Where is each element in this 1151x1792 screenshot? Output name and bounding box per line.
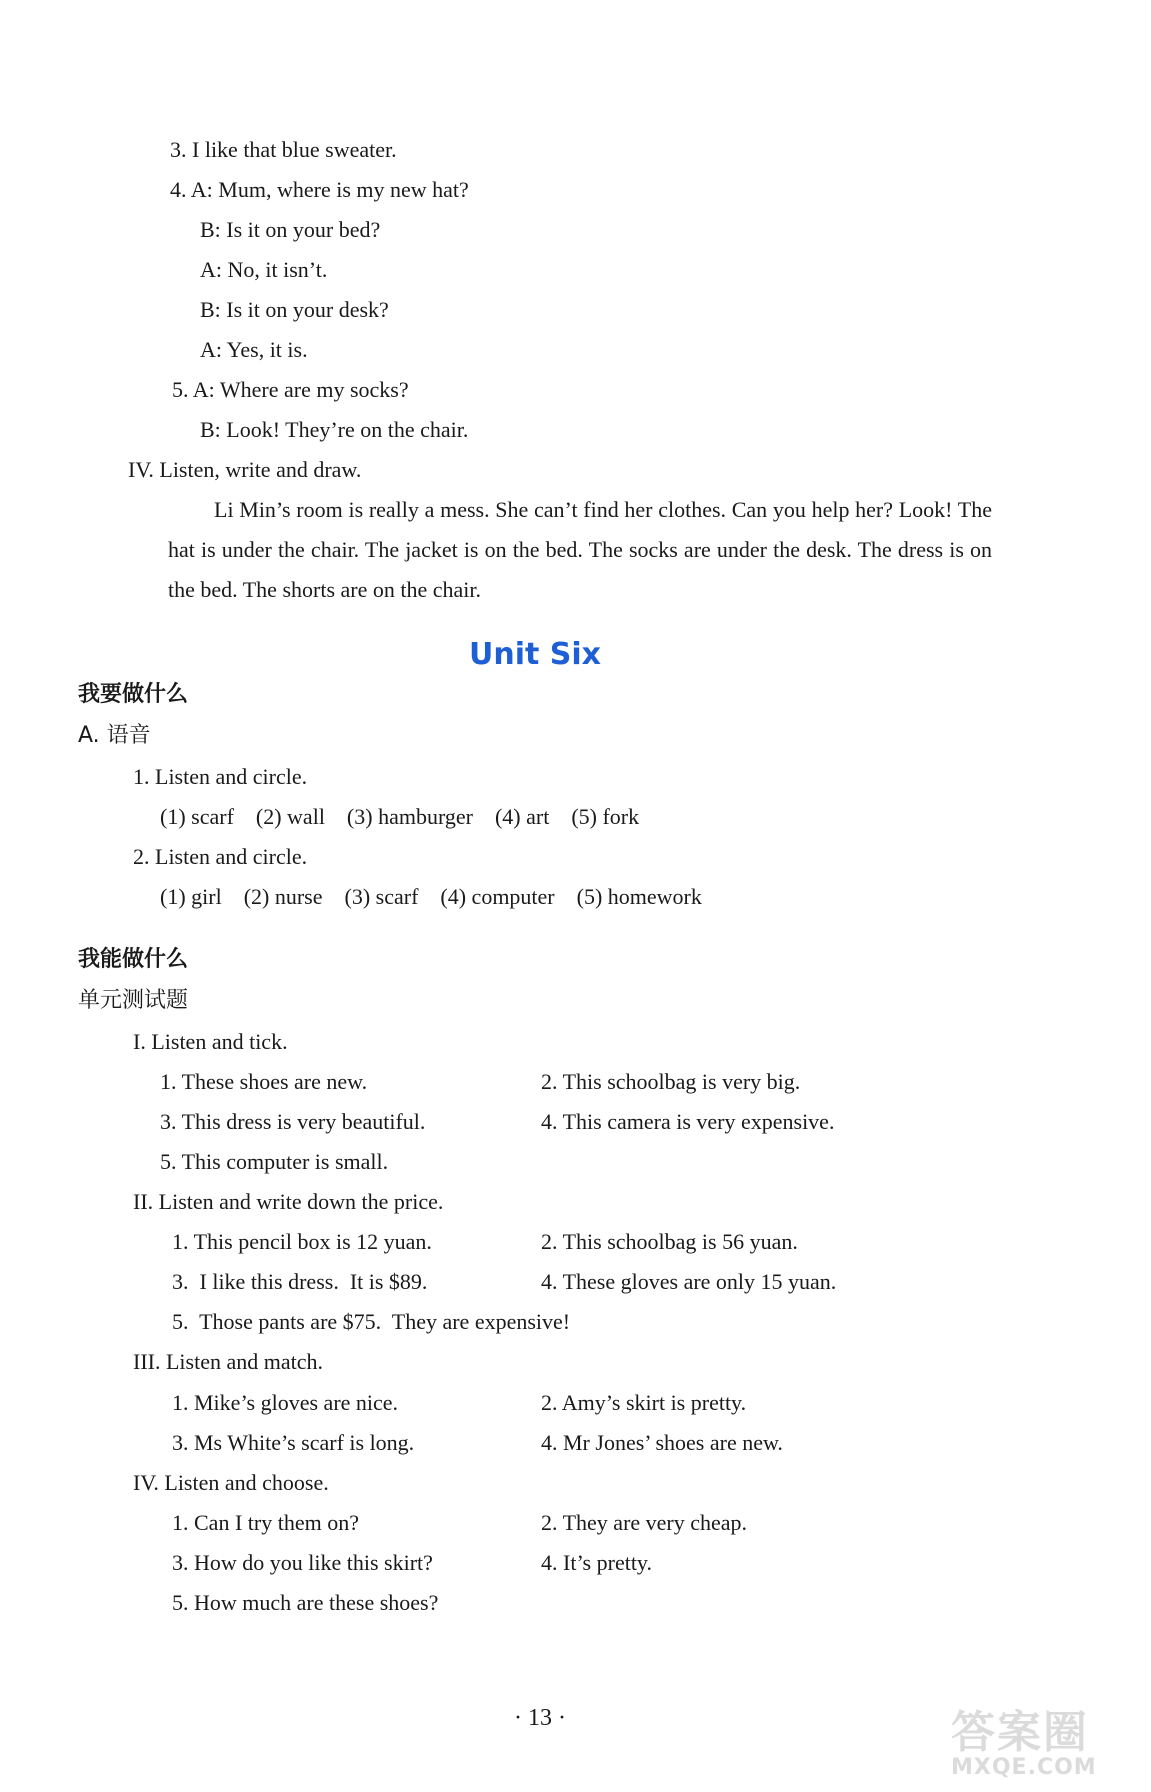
answer-line-4e: A: Yes, it is.: [200, 337, 308, 362]
answer-line-5a: 5. A: Where are my socks?: [172, 377, 409, 402]
answer-line-4d: B: Is it on your desk?: [200, 297, 389, 322]
test-i-item-5: 5. This computer is small.: [160, 1149, 389, 1174]
test-i-label: I. Listen and tick.: [133, 1029, 288, 1054]
test-iv-item-2: 2. They are very cheap.: [541, 1510, 748, 1535]
test-iv-item-4: 4. It’s pretty.: [541, 1550, 652, 1575]
test-iii-item-3: 3. Ms White’s scarf is long.: [172, 1430, 415, 1455]
test-iii-item-2: 2. Amy’s skirt is pretty.: [541, 1390, 747, 1415]
test-i-item-1: 1. These shoes are new.: [160, 1069, 368, 1094]
test-ii-item-5: 5. Those pants are $75. They are expensive!: [172, 1309, 571, 1334]
test-i-item-2: 2. This schoolbag is very big.: [541, 1069, 801, 1094]
test-iii-item-1: 1. Mike’s gloves are nice.: [172, 1390, 399, 1415]
section-iv-paragraph: [168, 490, 992, 610]
q2-label: 2. Listen and circle.: [133, 844, 308, 869]
test-i-item-3: 3. This dress is very beautiful.: [160, 1109, 426, 1134]
q1-items: (1) scarf (2) wall (3) hamburger (4) art (5) fork: [160, 804, 640, 829]
test-iv-item-5: 5. How much are these shoes?: [172, 1590, 439, 1615]
watermark-url: MXQE.COM: [951, 1755, 1097, 1780]
answer-line-3: 3. I like that blue sweater.: [170, 137, 397, 162]
paragraph-text: Li Min’s room is really a mess. She can’t find her clothes. Can you help her? Look! The hat is under the chair. The jacket is on the bed. The socks are under the desk. The dress is on the bed. The shorts are on the chair.: [168, 497, 992, 602]
section-heading-wo-yao: 我要做什么: [78, 682, 189, 707]
test-ii-item-4: 4. These gloves are only 15 yuan.: [541, 1269, 837, 1294]
subsection-unit-test: 单元测试题: [78, 988, 189, 1013]
test-ii-item-2: 2. This schoolbag is 56 yuan.: [541, 1229, 798, 1254]
test-ii-label: II. Listen and write down the price.: [133, 1189, 444, 1214]
page-number: · 13 ·: [514, 1705, 566, 1731]
test-iv-item-3: 3. How do you like this skirt?: [172, 1550, 433, 1575]
answer-line-4c: A: No, it isn’t.: [200, 257, 328, 282]
test-iii-item-4: 4. Mr Jones’ shoes are new.: [541, 1430, 783, 1455]
test-ii-item-3: 3. I like this dress. It is $89.: [172, 1269, 428, 1294]
unit-title: Unit Six: [468, 637, 602, 672]
section-heading-wo-neng: 我能做什么: [78, 947, 189, 972]
watermark-logo: [951, 1707, 1141, 1784]
subsection-pronunciation: A. 语音: [78, 723, 151, 748]
answer-line-4a: 4. A: Mum, where is my new hat?: [170, 177, 469, 202]
watermark-logo-text: 答案圈: [951, 1707, 1089, 1758]
test-i-item-4: 4. This camera is very expensive.: [541, 1109, 835, 1134]
answer-line-4b: B: Is it on your bed?: [200, 217, 381, 242]
answer-line-5b: B: Look! They’re on the chair.: [200, 417, 469, 442]
test-ii-item-1: 1. This pencil box is 12 yuan.: [172, 1229, 432, 1254]
q1-label: 1. Listen and circle.: [133, 764, 308, 789]
test-iv-label: IV. Listen and choose.: [133, 1470, 329, 1495]
test-iv-item-1: 1. Can I try them on?: [172, 1510, 359, 1535]
test-iii-label: III. Listen and match.: [133, 1349, 323, 1374]
section-iv-heading: IV. Listen, write and draw.: [128, 457, 362, 482]
q2-items: (1) girl (2) nurse (3) scarf (4) computer (5) homework: [160, 884, 702, 909]
